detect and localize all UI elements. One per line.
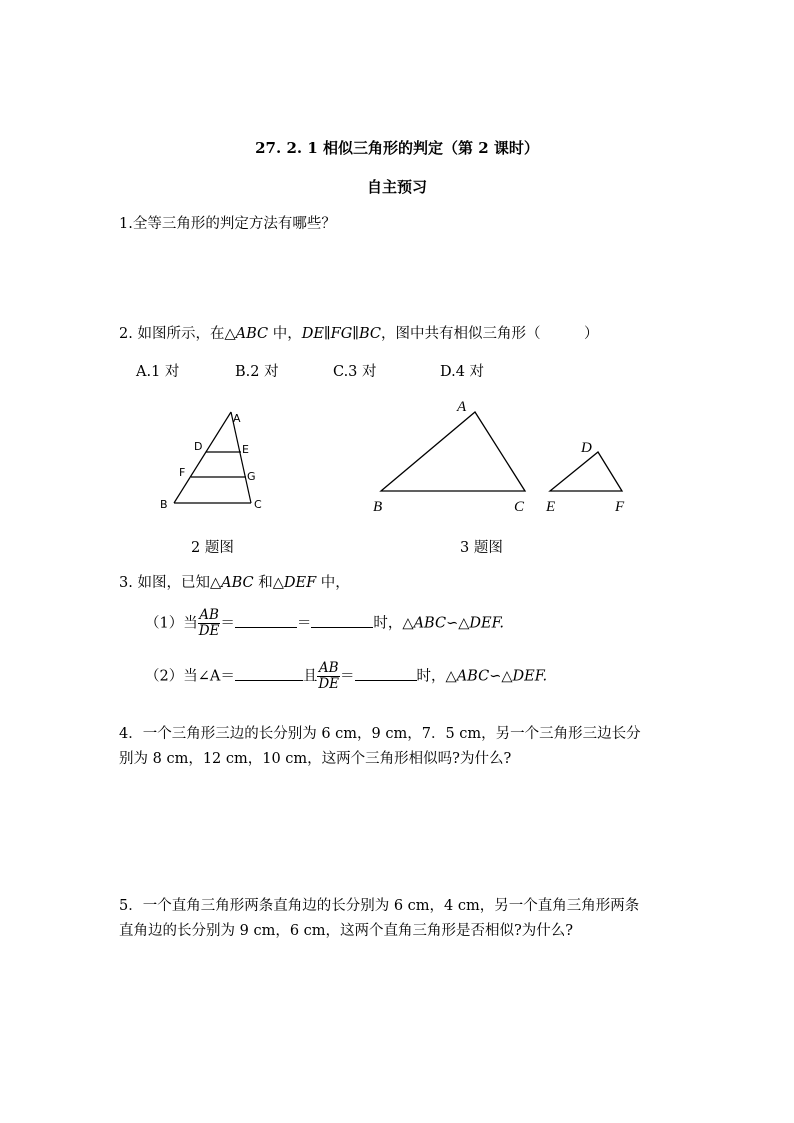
q3-p1-blank-2[interactable] bbox=[311, 626, 373, 628]
fig2-label-e: E bbox=[242, 443, 249, 456]
fraction-numerator: AB bbox=[318, 660, 339, 676]
q3-p2-result: △ABC∽△DEF. bbox=[445, 668, 548, 685]
fig2-label-d: D bbox=[194, 440, 203, 453]
question-3-part-1 bbox=[145, 608, 504, 639]
fraction-numerator: AB bbox=[199, 607, 219, 623]
page-title: 27. 2. 1 相似三角形的判定（第 2 课时） bbox=[255, 139, 539, 157]
q3-intro-suffix: 中， bbox=[316, 575, 350, 591]
question-2 bbox=[119, 322, 599, 343]
fig2-label-c: C bbox=[254, 498, 262, 511]
q2-prefix: 2. 如图所示，在△ bbox=[119, 326, 236, 342]
fig2-label-f: F bbox=[179, 466, 186, 479]
question-5-line-2: 直角边的长分别为 9 cm，6 cm，这两个直角三角形是否相似?为什么? bbox=[119, 923, 574, 939]
q2-mid: 中， bbox=[268, 326, 302, 342]
fig2-label-g: G bbox=[247, 470, 256, 483]
q3-p1-when: 时， bbox=[373, 615, 403, 632]
section-heading: 自主预习 bbox=[366, 178, 427, 196]
fig2-side-ab bbox=[174, 412, 231, 503]
fig3-label-c: C bbox=[514, 499, 525, 515]
q2-abc: ABC bbox=[235, 326, 269, 342]
fraction-denominator: DE bbox=[198, 623, 220, 639]
fig2-label-a: A bbox=[233, 412, 241, 425]
q3-p1-label: （1）当 bbox=[145, 615, 198, 632]
q3-p2-fraction bbox=[317, 661, 340, 692]
question-4-line-2: 别为 8 cm，12 cm，10 cm，这两个三角形相似吗?为什么? bbox=[119, 751, 512, 767]
equals-sign: ＝ bbox=[220, 615, 235, 632]
q3-p1-result: △ABC∽△DEF. bbox=[402, 615, 504, 632]
fig3-label-e: E bbox=[546, 499, 556, 515]
q2-option-a: A.1 对 bbox=[136, 364, 180, 380]
q2-option-b: B.2 对 bbox=[235, 364, 279, 380]
figure-2-trapezoid-diagram bbox=[150, 405, 280, 515]
fig3-label-a: A bbox=[457, 399, 467, 415]
fig2-side-ac bbox=[231, 412, 251, 503]
figure-2-caption: 2 题图 bbox=[191, 540, 234, 556]
q3-intro-prefix: 3. 如图，已知△ bbox=[119, 575, 222, 591]
question-3-part-2 bbox=[145, 661, 547, 692]
equals-sign: ＝ bbox=[296, 615, 312, 632]
q2-option-c: C.3 对 bbox=[333, 364, 377, 380]
q3-p2-label: （2）当∠A＝ bbox=[145, 668, 235, 685]
figure-3-caption: 3 题图 bbox=[460, 540, 503, 556]
fig3-label-d: D bbox=[581, 440, 592, 456]
fraction-denominator: DE bbox=[318, 676, 340, 692]
q2-parallels: DE∥FG∥BC bbox=[301, 326, 381, 342]
fig3-label-b: B bbox=[373, 499, 383, 515]
question-5-line-1: 5．一个直角三角形两条直角边的长分别为 6 cm，4 cm，另一个直角三角形两条 bbox=[119, 898, 640, 914]
fig3-label-f: F bbox=[615, 499, 625, 515]
q3-p2-blank-2[interactable] bbox=[355, 679, 417, 681]
q2-suffix: ，图中共有相似三角形（ ） bbox=[381, 326, 599, 342]
q3-p2-and: 且 bbox=[302, 668, 318, 685]
equals-sign: ＝ bbox=[340, 668, 355, 685]
q2-option-d: D.4 对 bbox=[440, 364, 485, 380]
question-3-intro bbox=[119, 571, 350, 592]
q3-p1-fraction bbox=[198, 608, 221, 639]
q3-intro-abc: ABC bbox=[221, 575, 254, 591]
q3-intro-mid: 和△ bbox=[253, 575, 284, 591]
q3-intro-def: DEF bbox=[283, 575, 317, 591]
q3-p1-blank-1[interactable] bbox=[235, 626, 297, 628]
question-4-line-1: 4．一个三角形三边的长分别为 6 cm，9 cm，7．5 cm，另一个三角形三边长分 bbox=[119, 726, 641, 742]
question-1: 1.全等三角形的判定方法有哪些？ bbox=[119, 216, 336, 232]
fig3-triangle-def bbox=[550, 452, 622, 491]
fig3-triangle-abc bbox=[381, 412, 525, 491]
q3-p2-when: 时， bbox=[416, 668, 446, 685]
q3-p2-blank-1[interactable] bbox=[235, 679, 303, 681]
fig2-label-b: B bbox=[160, 498, 168, 511]
figure-3-similar-triangles-diagram bbox=[365, 395, 635, 520]
